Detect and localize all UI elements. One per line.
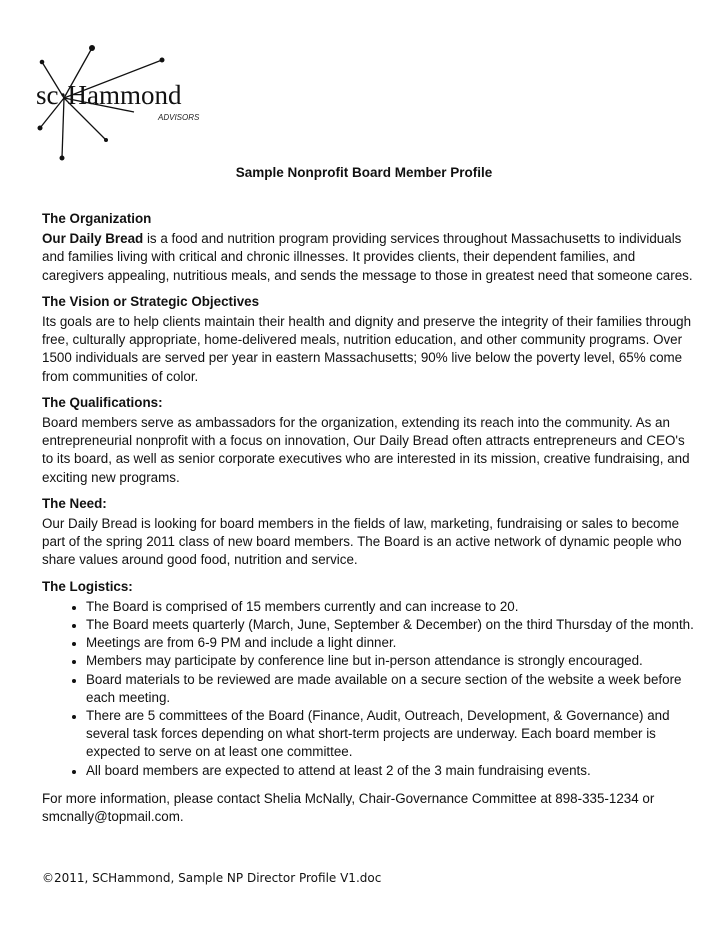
section-qualifications <box>42 394 694 487</box>
section-need <box>42 495 694 570</box>
section-vision <box>42 293 694 386</box>
list-item: • The Board meets quarterly (March, June, September & December) on the third Thursday of the month. <box>86 616 694 634</box>
organization-heading: The Organization <box>42 211 152 226</box>
list-item: • All board members are expected to attend at least 2 of the 3 main fundraising events. <box>86 762 694 780</box>
document-footer: ©2011, SCHammond, Sample NP Director Profile V1.doc <box>42 871 382 885</box>
logo-tagline: ADVISORS <box>158 113 200 122</box>
list-item: • The Board is comprised of 15 members currently and can increase to 20. <box>86 598 694 616</box>
vision-heading: The Vision or Strategic Objectives <box>42 293 260 309</box>
list-item: • Members may participate by conference line but in-person attendance is strongly encouraged. <box>86 652 694 670</box>
section-organization <box>42 210 694 285</box>
logo-brand: sc·Hammond <box>36 80 182 110</box>
document-body <box>42 210 694 834</box>
list-item: • Board materials to be reviewed are made available on a secure section of the website a week before each meeting. <box>86 671 694 707</box>
logo-starburst-icon <box>34 40 224 180</box>
company-logo <box>34 40 224 180</box>
qualifications-text: Board members serve as ambassadors for the organization, extending its reach into the community. As an entrepreneurial nonprofit with a focus on innovation, Our Daily Bread often attracts entrepreneurs and CEO's to its board, as well as senior corporate executives who are interested in its mission, creative fundraising, and exciting new programs. <box>42 415 690 485</box>
vision-text: Its goals are to help clients maintain their health and dignity and preserve the integrity of their families through free, culturally appropriate, home-delivered meals, nutrition education, and other community programs. Over 1500 individuals are served per year in eastern Massachusetts; 90% live below the poverty level, 65% come from communities of color. <box>42 314 692 384</box>
qualifications-heading: The Qualifications: <box>42 394 163 410</box>
logistics-list <box>42 598 694 780</box>
contact-text: For more information, please contact Shelia McNally, Chair-Governance Committee at 898-335-1234 or smcnally@topmail.com. <box>42 790 655 825</box>
title-strong: Sample <box>235 165 284 180</box>
list-item: • Meetings are from 6-9 PM and include a light dinner. <box>86 634 694 652</box>
list-item: • There are 5 committees of the Board (Finance, Audit, Outreach, Development, & Governance) and several task forces depending on what short-term projects are underway. Each board member is expected to serve on at least one committee. <box>86 707 694 762</box>
organization-paragraph <box>42 230 694 285</box>
organization-text: is a food and nutrition program providing services throughout Massachusetts to individuals and families living with critical and chronic illnesses. It provides clients, their dependent families, and caregivers appealing, nutritious meals, and sends the message to those in greatest need that someone cares. <box>42 231 693 283</box>
need-text: Our Daily Bread is looking for board members in the fields of law, marketing, fundraising or sales to become part of the spring 2011 class of new board members. The Board is an active network of dynamic people who share values around good food, nutrition and service. <box>42 516 682 568</box>
section-logistics <box>42 578 694 780</box>
logistics-heading: The Logistics: <box>42 578 133 594</box>
document-title <box>0 165 728 180</box>
organization-name: Our Daily Bread <box>42 231 144 247</box>
title-rest: Nonprofit Board Member Profile <box>287 165 493 180</box>
need-heading: The Need: <box>42 495 107 511</box>
